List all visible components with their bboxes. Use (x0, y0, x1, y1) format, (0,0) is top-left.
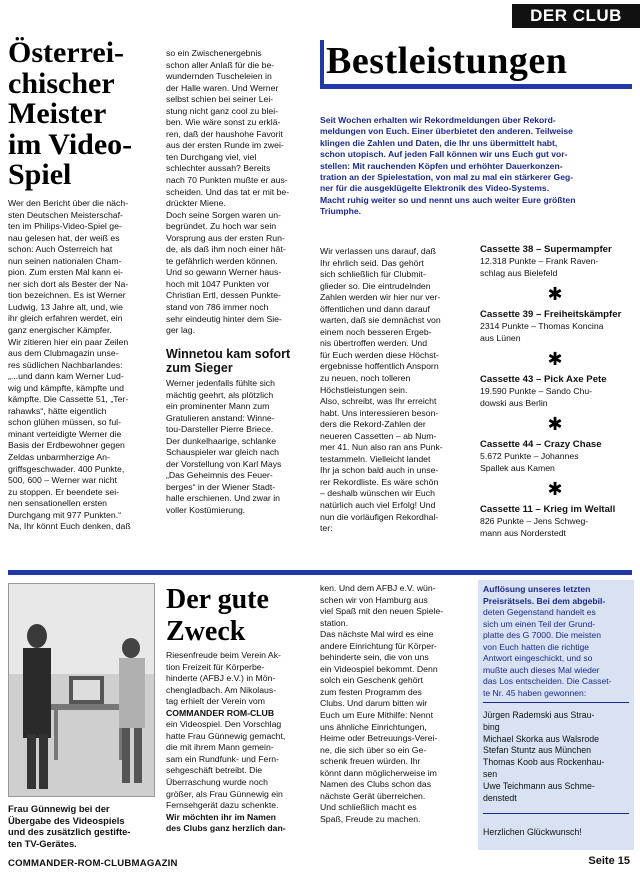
title-accent-bar (320, 40, 324, 84)
intro-line: Triumphe. (320, 206, 362, 217)
text-line: viel Spaß mit den neuen Spiele- (320, 606, 444, 617)
text-line: hatte Frau Günnewig gemacht, (166, 730, 286, 741)
article-austria-column-1 (8, 198, 158, 533)
text-line: glieder so. Die eintrudelnden (320, 280, 431, 291)
intro-line: klingen die Zahlen und Daten, die Ihr uns übermittelt habt, (320, 137, 558, 148)
winner-line: Thomas Koob aus Rockenhau- (483, 757, 605, 768)
record-item (480, 309, 630, 344)
text-line: griffsgeschwader. 400 Punkte, (8, 463, 125, 474)
text-line: ne, die sich über so ein Ge- (320, 744, 427, 755)
text-line: sam ein Rundfunk- und Fern- (166, 753, 279, 764)
text-line: Ihr ja schon bald auch in unse- (320, 465, 439, 476)
winners-list (483, 710, 631, 804)
page-number: Seite 15 (588, 855, 630, 867)
text-line: warten, daß sie demnächst von (320, 315, 441, 326)
text-line: mächtig geehrt, als plötzlich (166, 389, 274, 400)
text-line: behinderte sein, die von uns (320, 652, 429, 663)
text-line: Gratulieren anstand: Winne- (166, 412, 275, 423)
text-line: ein prominenter Mann zum (166, 401, 270, 412)
caption-line: Übergabe des Videospiels (8, 814, 125, 826)
record-item (480, 244, 630, 279)
article-records-body (320, 246, 468, 535)
article-title-records: Bestleistungen (326, 40, 568, 82)
text-line: Wer den Bericht über die näch- (8, 198, 129, 208)
caption-line: Frau Günnewig bei der (8, 803, 110, 814)
intro-line: Seit Wochen erhalten wir Rekordmeldungen über Rekord- (320, 115, 556, 125)
text-line: ten Durchgang viel, viel (166, 151, 257, 162)
subheading-winnetou (166, 347, 316, 375)
text-line: neueren Cassetten – ab Num- (320, 430, 437, 441)
record-result: Spallek aus Kamen (480, 462, 555, 473)
text-line: uns ähnliche Einrichtungen, (320, 721, 427, 732)
article-title-cause (166, 584, 269, 648)
text-line: ihr gleich erfahren werdet, ein (8, 313, 123, 324)
article-records-intro (320, 115, 634, 218)
text-line: – deshalb wünschen wir Euch (320, 488, 435, 499)
text-line: sich schließlich für Clubmit- (320, 269, 426, 280)
record-result: 19.590 Punkte – Sando Chu- (480, 386, 593, 396)
title-line: Meister (8, 97, 107, 130)
text-line: der Vorstellung von Karl Mays (166, 458, 282, 469)
text-line: kämpfte. Die Cassette 51, „Ter- (8, 394, 129, 405)
text-line: schon glühen müssen, so ful- (8, 417, 122, 428)
winner-line: Michael Skorka aus Walsrode (483, 733, 600, 744)
article-austria-column-2 (166, 48, 310, 337)
text-line: ren, daß der haushohe Favorit (166, 128, 283, 139)
title-line: Spiel (8, 158, 72, 191)
title-line: Der gute (166, 584, 269, 615)
article-cause-column-1 (166, 650, 312, 835)
congratulations: Herzlichen Glückwunsch! (483, 827, 582, 837)
record-item (480, 504, 630, 539)
title-line: im Video- (8, 127, 133, 161)
text-line: sehr eindeutig hinter dem Sie- (166, 313, 282, 324)
text-line: Und schließlich macht es (320, 802, 417, 813)
puzzle-line: das Los entscheiden. Die Casset- (483, 676, 612, 686)
text-line: schon aller Anlaß für die be- (166, 59, 275, 70)
puzzle-rule-2 (483, 813, 629, 814)
text-line: Der dunkelhaarige, schlanke (166, 435, 277, 446)
text-line: tion bezeichnen. Es ist Werner (8, 290, 126, 301)
text-line: nächste Gerät überreichen. (320, 790, 426, 801)
title-underline (320, 84, 632, 89)
text-line: de, als daß ihm noch einer hät- (166, 244, 286, 255)
text-line: testammeln. Vielleicht landet (320, 453, 431, 464)
text-line: für Euch werden diese Höchst- (320, 349, 439, 360)
text-line: Das nächste Mal wird es eine (320, 629, 434, 640)
winner-line: Stefan Stuntz aus München (483, 745, 592, 756)
winner-line: bing (483, 721, 500, 732)
text-line: solch ein Geschenk gehört (320, 675, 423, 686)
intro-line: Macht ruhig weiter so und nennt uns auch weiter Eure größten (320, 194, 576, 205)
text-line: tou-Darsteller Pierre Briece. (166, 424, 274, 435)
text-line: Werner jedenfalls fühlte sich (166, 378, 275, 388)
text-line: Fernsehgerät dazu schenkte. (166, 800, 279, 811)
text-line: natürlich auch viel Erfolg! Und (320, 500, 436, 511)
record-result: 2314 Punkte – Thomas Koncina (480, 321, 604, 331)
photo-handover (8, 583, 155, 797)
record-cassette: Cassette 38 – Supermampfer (480, 244, 612, 255)
text-line: habt. Uns interessieren beson- (320, 407, 439, 418)
text-line: Clubs. Und darum bitten wir (320, 698, 428, 709)
text-line: drückter Miene. (166, 198, 226, 209)
text-line: res südlichen Nachbarlandes: (8, 359, 123, 370)
puzzle-line: sich um einen Teil der Grund- (483, 618, 596, 629)
text-line: wundernden Tuscheleien in (166, 71, 272, 82)
record-cassette: Cassette 43 – Pick Axe Pete (480, 374, 607, 385)
text-line: zu neuen, noch tolleren (320, 373, 411, 384)
intro-line: schon utopisch. Auf jeden Fall können wir uns Euch gut vor- (320, 149, 568, 160)
record-cassette: Cassette 11 – Krieg im Weltall (480, 504, 616, 515)
record-result: aus Lünen (480, 332, 521, 343)
record-cassette: Cassette 39 – Freiheitskämpfer (480, 309, 622, 320)
text-line: nach 70 Punkten mußte er aus- (166, 175, 288, 186)
record-item (480, 439, 630, 474)
text-line: nun die vorläufigen Rekordhal- (320, 511, 439, 522)
text-line: Wir möchten ihr im Namen (166, 811, 276, 822)
text-line: Durchgang mit 977 Punkten.“ (8, 509, 122, 520)
record-result: dowski aus Berlin (480, 397, 548, 408)
text-line: Und so gewann Werner haus- (166, 267, 282, 278)
text-line: Zahlen werden wir hier nur ver- (320, 292, 441, 303)
text-line: begründet. Zu hoch war sein (166, 221, 277, 232)
text-line: stung nicht ganz cool zu blei- (166, 105, 279, 116)
text-line: schen wir von Hamburg aus (320, 594, 428, 605)
text-line: pion. Zum ersten Mal kann ei- (8, 267, 123, 278)
photo-handover-image (9, 584, 154, 796)
text-line: größer, als Frau Günnewig ein (166, 788, 283, 799)
text-line: Euch um Eure Mithilfe: Nennt (320, 710, 433, 721)
puzzle-intro (483, 584, 631, 699)
puzzle-line: deten Gegenstand handelt es (483, 607, 596, 617)
text-line: minant verteidigte Werner die (8, 428, 122, 439)
text-line: Na, Ihr könnt Euch denken, daß (8, 521, 131, 532)
photo-caption (8, 803, 158, 849)
text-line: zu stoppen. Er beendete sei- (8, 486, 120, 497)
separator-star-icon: ✱ (547, 284, 563, 304)
text-line: wig und kämpfte, kämpfte und (8, 382, 124, 393)
text-line: Namen des Clubs schon das (320, 779, 432, 790)
text-line: Doch seine Sorgen waren un- (166, 209, 281, 220)
winner-line: denstedt (483, 792, 517, 803)
text-line: Ihr ehrlich seid. Das gehört (320, 257, 424, 268)
record-result: schlag aus Bielefeld (480, 267, 558, 278)
text-line: stand von 786 immer noch (166, 302, 269, 313)
caption-line: ten TV-Gerätes. (8, 837, 77, 849)
text-line: schlechter aussah? Bereits (166, 163, 271, 174)
puzzle-line: platte des G 7000. Die meisten (483, 630, 601, 640)
article-title-austria (8, 38, 158, 191)
text-line: aus dem Clubmagazin unse- (8, 348, 119, 359)
records-list (480, 244, 630, 541)
text-line: Wir zitieren hier ein paar Zeilen (8, 336, 129, 347)
magazine-name: COMMANDER-ROM-CLUBMAGAZIN (8, 858, 178, 869)
text-line: nen sensationellen ersten (8, 498, 108, 509)
text-line: selbst schien bei seiner Lei- (166, 94, 274, 105)
text-line: ben. Wie wäre sonst zu erklä- (166, 117, 281, 128)
puzzle-line: von Euch hatten die richtige (483, 641, 590, 652)
text-line: ein Videospiel bekommt. Denn (320, 663, 438, 674)
text-line: Christian Ertl, dessen Punkte- (166, 290, 281, 301)
text-line: Riesenfreude beim Verein Ak- (166, 650, 281, 660)
text-line: COMMANDER ROM-CLUB (166, 707, 275, 718)
title-line: chischer (8, 66, 115, 100)
puzzle-solution-box (478, 580, 634, 850)
record-result: mann aus Norderstedt (480, 527, 566, 538)
text-line: aus der ersten Runde im zwei- (166, 140, 284, 151)
text-line: 500, 600 – Werner war nicht (8, 475, 117, 486)
record-result: 12.318 Punkte – Frank Raven- (480, 256, 599, 266)
text-line: „...und dann kam Werner Lud- (8, 371, 124, 382)
text-line: Überraschung wurde noch (166, 777, 268, 788)
subheading-line: Winnetou kam sofort (166, 347, 291, 361)
text-line: Ludwig, 13 Jahre alt, und, wie (8, 301, 123, 312)
section-tag: DER CLUB (512, 4, 640, 28)
text-line: te gefährlich werden können. (166, 255, 278, 266)
puzzle-line: mußte auch dieses Mal wieder (483, 664, 600, 675)
text-line: ders die Rekord-Zahlen der (320, 419, 426, 430)
puzzle-line: te Nr. 45 haben gewonnen: (483, 687, 587, 698)
text-line: station. (320, 617, 349, 628)
text-line: nau gelesen hat, der weiß es (8, 232, 120, 243)
text-line: ergebnisse hoffentlich Ansporn (320, 361, 439, 372)
text-line: schon: Auch Österreich hat (8, 244, 113, 255)
winner-line: Jürgen Rademski aus Strau- (483, 710, 595, 720)
text-line: scheiden. Und das tat er mit be- (166, 186, 290, 197)
subheading-line: zum Sieger (166, 361, 233, 375)
section-divider (8, 570, 632, 575)
winner-line: Uwe Teichmann aus Schme- (483, 780, 595, 791)
text-line: nis übertroffen werden. Und (320, 338, 428, 349)
text-line: sten Deutschen Meisterschaf- (8, 209, 123, 220)
text-line: Vorsprung aus der ersten Run- (166, 232, 285, 243)
text-line: rer Rekordliste. Es wäre schön (320, 476, 439, 487)
text-line: hinderte (AFBJ e.V.) in Mön- (166, 673, 276, 684)
separator-star-icon: ✱ (547, 349, 563, 369)
text-line: berges“ in der Wiener Stadt- (166, 481, 276, 492)
text-line: „Das Geheimnis des Feuer- (166, 470, 273, 481)
caption-line: und des zusätzlich gestifte- (8, 826, 131, 838)
text-line: Heime oder Betreuungs-Verei- (320, 733, 438, 744)
text-line: ner sich dort als Bester der Na- (8, 278, 129, 289)
text-line: Zeldas unbarmherzige An- (8, 452, 110, 463)
record-result: 826 Punkte – Jens Schweg- (480, 516, 589, 526)
text-line: mer 41. Nun also ran ans Punk- (320, 442, 443, 453)
text-line: der Halle waren. Und Werner (166, 82, 279, 93)
text-line: nun seinen nationalen Cham- (8, 255, 122, 266)
intro-line: ner für die ausgeklügelte Elektronik des Video-Systems. (320, 183, 550, 194)
text-line: des Clubs ganz herzlich dan- (166, 823, 286, 834)
text-line: tion Freizeit für Körperbe- (166, 661, 265, 672)
text-line: sehgeschäft betreibt. Die (166, 765, 263, 776)
text-line: Schauspieler war gleich nach (166, 447, 280, 458)
title-line: Österrei- (8, 36, 125, 69)
title-line: Zweck (166, 616, 246, 647)
puzzle-line: Preisrätsels. Bei dem abgebil- (483, 595, 606, 606)
text-line: öffentlichen und dann darauf (320, 303, 430, 314)
separator-star-icon: ✱ (547, 414, 563, 434)
text-line: so ein Zwischenergebnis (166, 48, 262, 58)
intro-line: meldungen von Euch. Einer überbietet den anderen. Teilweise (320, 126, 573, 137)
winner-line: sen (483, 768, 498, 779)
text-line: ein Videospiel. Den Vorschlag (166, 719, 282, 730)
text-line: tag erhielt der Verein vom (166, 696, 265, 707)
text-line: chengladbach. Am Nikolaus- (166, 684, 277, 695)
text-line: Höchstleistungen sein. (320, 384, 408, 395)
text-line: einem noch besseren Ergeb- (320, 326, 432, 337)
record-result: 5.672 Punkte – Johannes (480, 451, 579, 461)
record-cassette: Cassette 44 – Crazy Chase (480, 439, 602, 450)
text-line: Basis der Erdbewohner gegen (8, 440, 125, 451)
puzzle-rule-1 (483, 702, 629, 703)
article-cause-column-2 (320, 583, 466, 825)
separator-star-icon: ✱ (547, 479, 563, 499)
text-line: die mit ihrem Mann gemein- (166, 742, 274, 753)
text-line: ter: (320, 523, 333, 534)
puzzle-line: Antwort eingeschickt, und so (483, 653, 593, 663)
text-line: Also, schreibt, was Ihr erreicht (320, 396, 437, 407)
text-line: zum festen Programm des (320, 686, 422, 697)
text-line: ganz energischer Kämpfer. (8, 325, 112, 336)
text-line: Wir verlassen uns darauf, daß (320, 246, 436, 256)
text-line: schenk freuen würden. Ihr (320, 756, 421, 767)
text-line: könnt dann möglicherweise im (320, 767, 437, 778)
text-line: ten im Philips-Video-Spiel ge- (8, 221, 122, 232)
article-austria-column-2b (166, 378, 310, 517)
intro-line: tration an der Spielestation, von mal zu mal ein stärkerer Geg- (320, 172, 574, 183)
puzzle-line: Auflösung unseres letzten (483, 584, 591, 594)
text-line: ger lag. (166, 325, 195, 336)
record-item (480, 374, 630, 409)
text-line: voller Kostümierung. (166, 505, 246, 516)
text-line: halle erschienen. Und zwar in (166, 493, 280, 504)
intro-line: stellen: Mit rauchenden Köpfen und erhöhter Dauerkonzen- (320, 160, 563, 171)
text-line: andere Einrichtung für Körper- (320, 640, 437, 651)
text-line: ken. Und dem AFBJ e.V. wün- (320, 583, 436, 593)
text-line: rahawks“, hätte eigentlich (8, 405, 107, 416)
text-line: Spaß, Freude zu machen. (320, 813, 421, 824)
text-line: hoch mit 1047 Punkten vor (166, 278, 270, 289)
